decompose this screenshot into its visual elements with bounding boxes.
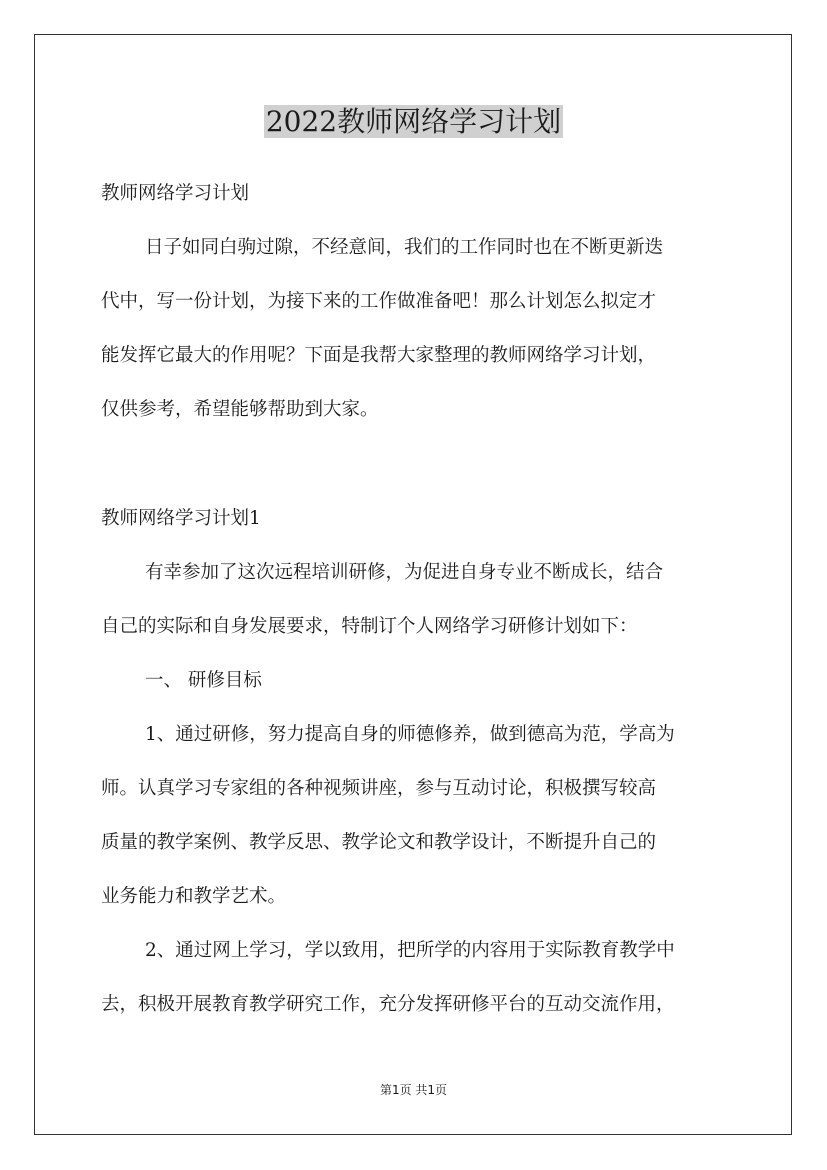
item2-line-2: 去，积极开展教育教学研究工作，充分发挥研修平台的互动交流作用，: [101, 994, 675, 1015]
intro-line-2: 代中，写一份计划，为接下来的工作做准备吧！那么计划怎么拟定才: [101, 291, 657, 312]
goal-heading: 一、 研修目标: [145, 670, 262, 691]
section-heading: 教师网络学习计划1: [101, 508, 261, 529]
intro-line-4: 仅供参考，希望能够帮助到大家。: [101, 399, 379, 420]
document-title: 2022教师网络学习计划: [265, 105, 562, 138]
intro-line-1: 日子如同白驹过隙，不经意间，我们的工作同时也在不断更新迭: [145, 237, 664, 258]
section-para-line-2: 自己的实际和自身发展要求，特制订个人网络学习研修计划如下：: [101, 616, 638, 637]
subheading: 教师网络学习计划: [101, 183, 250, 204]
item1-line-2: 师。认真学习专家组的各种视频讲座，参与互动讨论，积极撰写较高: [101, 778, 657, 799]
section-para-line-1: 有幸参加了这次远程培训研修，为促进自身专业不断成长，结合: [145, 562, 664, 583]
item2-line-1: 2、通过网上学习，学以致用，把所学的内容用于实际教育教学中: [145, 940, 675, 961]
page-footer: 第1页 共1页: [379, 1083, 448, 1097]
item1-line-3: 质量的教学案例、教学反思、教学论文和教学设计，不断提升自己的: [101, 832, 657, 853]
intro-line-3: 能发挥它最大的作用呢？下面是我帮大家整理的教师网络学习计划，: [101, 345, 657, 366]
item1-line-1: 1、通过研修，努力提高自身的师德修养，做到德高为范，学高为: [145, 724, 675, 745]
item1-line-4: 业务能力和教学艺术。: [101, 886, 287, 907]
